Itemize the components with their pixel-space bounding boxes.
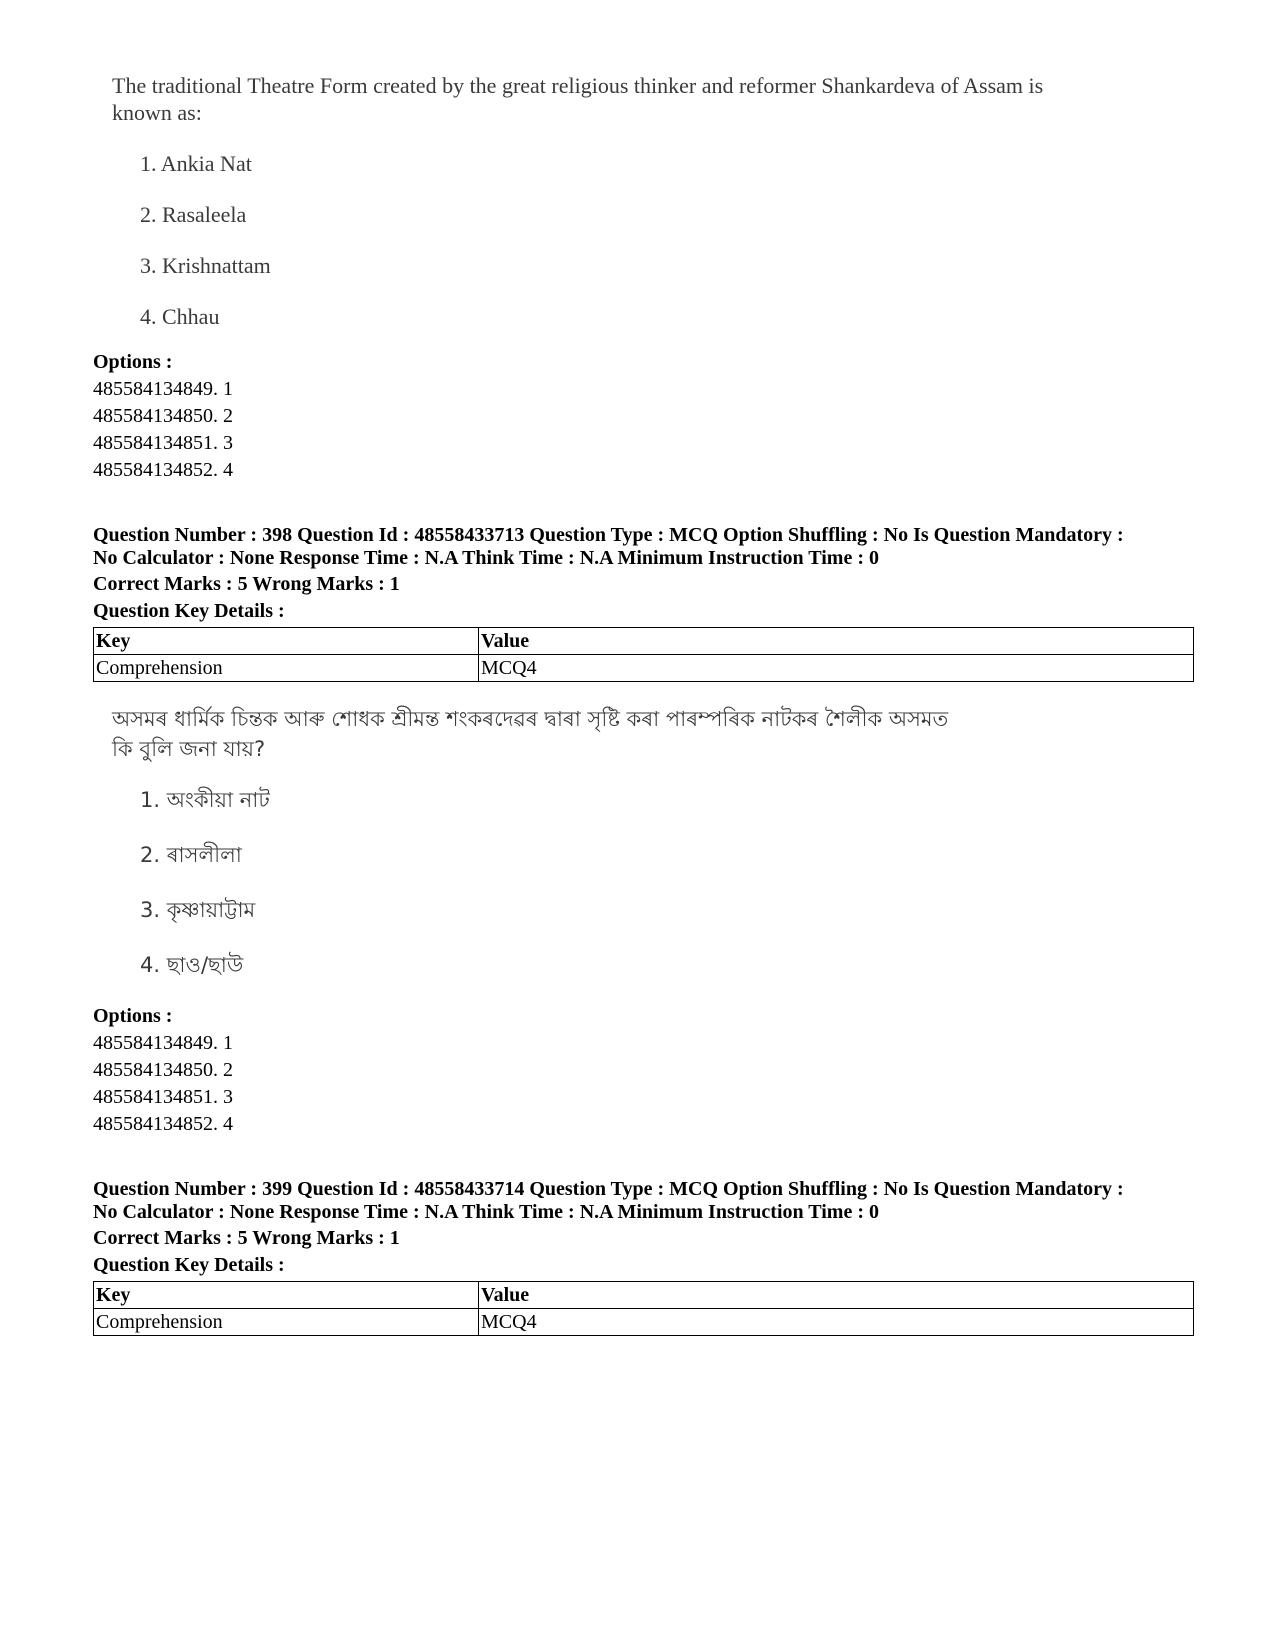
key-details-label: Question Key Details : xyxy=(93,1254,285,1276)
table-header-row xyxy=(94,1282,1194,1309)
question-meta-line2: No Calculator : None Response Time : N.A Think Time : N.A Minimum Instruction Time : 0 xyxy=(93,1201,879,1223)
table-header-key: Key xyxy=(94,1282,479,1309)
choice-3: 3. Krishnattam xyxy=(140,253,271,278)
options-label: Options : xyxy=(93,1005,173,1027)
marks-line: Correct Marks : 5 Wrong Marks : 1 xyxy=(93,1227,400,1249)
table-header-value: Value xyxy=(479,628,1194,655)
table-row xyxy=(94,655,1194,682)
marks-line: Correct Marks : 5 Wrong Marks : 1 xyxy=(93,573,400,595)
option-id-2: 485584134850. 2 xyxy=(93,405,233,427)
options-label: Options : xyxy=(93,351,173,373)
choice-4: 4. ছাও/ছাউ xyxy=(140,953,244,977)
choice-1: 1. Ankia Nat xyxy=(140,151,252,176)
option-id-1: 485584134849. 1 xyxy=(93,1032,233,1054)
question-meta-line1: Question Number : 398 Question Id : 48558433713 Question Type : MCQ Option Shuffling : No Is Question Mandatory : xyxy=(93,524,1124,546)
question-text-assamese-line1: অসমৰ ধাৰ্মিক চিন্তক আৰু শোধক শ্ৰীমন্ত শংকৰদেৱৰ দ্বাৰা সৃষ্টি কৰা পাৰম্পৰিক নাটকৰ শৈলীক অসমত xyxy=(112,707,949,731)
table-cell-key: Comprehension xyxy=(94,1309,479,1336)
table-header-row xyxy=(94,628,1194,655)
question-text-line2: known as: xyxy=(112,100,202,125)
question-meta-line2: No Calculator : None Response Time : N.A Think Time : N.A Minimum Instruction Time : 0 xyxy=(93,547,879,569)
option-id-2: 485584134850. 2 xyxy=(93,1059,233,1081)
question-text-line1: The traditional Theatre Form created by the great religious thinker and reformer Shankardeva of Assam is xyxy=(112,73,1044,98)
table-row xyxy=(94,1309,1194,1336)
option-id-3: 485584134851. 3 xyxy=(93,432,233,454)
key-details-table xyxy=(93,1281,1194,1336)
table-header-key: Key xyxy=(94,628,479,655)
table-header-value: Value xyxy=(479,1282,1194,1309)
key-details-label: Question Key Details : xyxy=(93,600,285,622)
question-text-assamese-line2: কি বুলি জনা যায়? xyxy=(112,737,266,761)
choice-3: 3. কৃষ্ণায়াট্টাম xyxy=(140,898,256,922)
option-id-1: 485584134849. 1 xyxy=(93,378,233,400)
option-id-3: 485584134851. 3 xyxy=(93,1086,233,1108)
choice-2: 2. ৰাসলীলা xyxy=(140,843,242,867)
key-details-table xyxy=(93,627,1194,682)
option-id-4: 485584134852. 4 xyxy=(93,1113,233,1135)
table-cell-value: MCQ4 xyxy=(479,1309,1194,1336)
table-cell-value: MCQ4 xyxy=(479,655,1194,682)
choice-4: 4. Chhau xyxy=(140,304,220,329)
choice-2: 2. Rasaleela xyxy=(140,202,247,227)
question-meta-line1: Question Number : 399 Question Id : 48558433714 Question Type : MCQ Option Shuffling : No Is Question Mandatory : xyxy=(93,1178,1124,1200)
option-id-4: 485584134852. 4 xyxy=(93,459,233,481)
table-cell-key: Comprehension xyxy=(94,655,479,682)
choice-1: 1. অংকীয়া নাট xyxy=(140,788,270,812)
